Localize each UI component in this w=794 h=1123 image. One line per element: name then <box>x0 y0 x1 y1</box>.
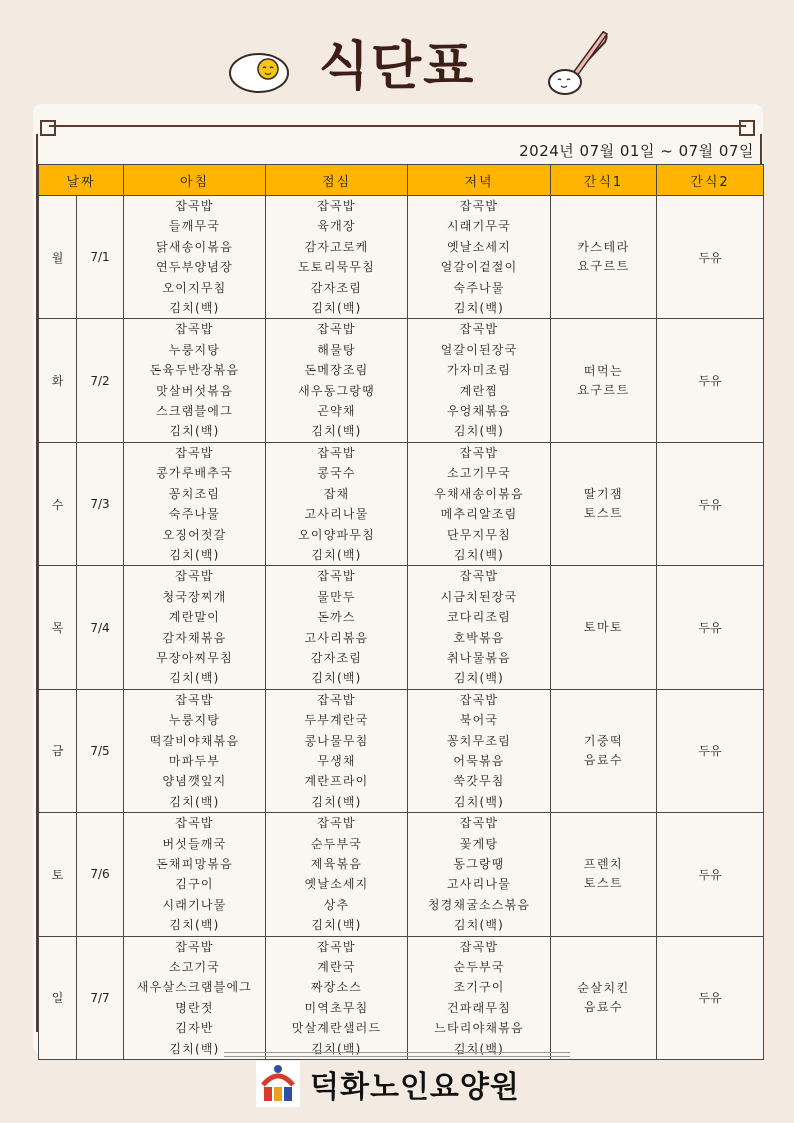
date-cell: 7/1 <box>77 196 124 319</box>
lunch-item: 계란국 <box>317 960 356 975</box>
lunch-item: 미역초무침 <box>304 1000 369 1015</box>
footer <box>256 1060 520 1108</box>
breakfast-item: 새우살스크램블에그 <box>136 980 253 995</box>
lunch-item: 김치(백) <box>311 547 362 562</box>
lunch-item: 김치(백) <box>311 918 362 933</box>
frame-corner-tr <box>739 120 755 136</box>
breakfast-item: 닭새송이볶음 <box>156 239 233 254</box>
col-header-date: 날짜 <box>39 165 124 196</box>
snack2-cell: 두유 <box>657 689 764 812</box>
snack1-item: 토마토 <box>583 620 624 635</box>
snack1-item: 기중떡 <box>583 733 624 748</box>
snack1-cell <box>551 689 657 812</box>
day-of-week-cell: 일 <box>39 936 77 1059</box>
lunch-item: 상추 <box>323 897 350 912</box>
dinner-item: 옛날소세지 <box>447 239 511 254</box>
lunch-cell <box>266 936 408 1059</box>
dinner-item: 꽃게탕 <box>459 836 499 851</box>
breakfast-item: 오징어젓갈 <box>162 527 227 542</box>
dinner-item: 가자미조림 <box>447 363 511 378</box>
dinner-cell <box>408 689 551 812</box>
lunch-item: 잡곡밥 <box>317 199 356 213</box>
lunch-item: 돈까스 <box>317 610 356 625</box>
breakfast-item: 맛살버섯볶음 <box>156 383 233 398</box>
snack2-cell: 두유 <box>657 936 764 1059</box>
snack2-cell: 두유 <box>657 196 764 319</box>
dinner-cell <box>408 442 551 565</box>
lunch-cell <box>266 442 408 565</box>
day-of-week-cell: 월 <box>39 196 77 319</box>
lunch-item: 김치(백) <box>311 1041 362 1056</box>
lunch-item: 잡채 <box>323 486 350 501</box>
dinner-item: 계란찜 <box>459 383 499 398</box>
date-cell: 7/5 <box>77 689 124 812</box>
lunch-item: 감자조림 <box>310 650 363 665</box>
col-header-lunch: 점심 <box>266 165 408 196</box>
lunch-item: 무생채 <box>317 753 356 768</box>
breakfast-item: 김치(백) <box>169 424 220 439</box>
day-of-week-cell: 목 <box>39 566 77 689</box>
lunch-item: 김치(백) <box>311 794 362 809</box>
page-title: 식단표 <box>318 37 476 97</box>
dinner-item: 우채새송이볶음 <box>434 486 524 501</box>
dinner-item: 동그랑땡 <box>453 857 505 871</box>
lunch-cell <box>266 813 408 936</box>
breakfast-item: 김치(백) <box>169 794 220 809</box>
lunch-item: 잡곡밥 <box>317 816 356 831</box>
lunch-item: 해물탕 <box>317 342 356 357</box>
lunch-cell <box>266 196 408 319</box>
dinner-item: 얼갈이겉절이 <box>440 260 518 275</box>
dinner-item: 시래기무국 <box>447 219 511 234</box>
table-row <box>39 196 764 319</box>
fried-egg-icon <box>228 48 294 96</box>
day-of-week-cell: 수 <box>39 442 77 565</box>
breakfast-item: 계란말이 <box>168 610 221 625</box>
day-of-week-cell: 화 <box>39 319 77 442</box>
table-row <box>39 319 764 442</box>
lunch-item: 도토리묵무침 <box>298 260 375 275</box>
breakfast-item: 감자채볶음 <box>162 630 227 645</box>
dinner-item: 조기구이 <box>453 980 505 995</box>
snack1-cell <box>551 196 657 319</box>
date-cell: 7/4 <box>77 566 124 689</box>
lunch-cell <box>266 689 408 812</box>
dinner-item: 잡곡밥 <box>459 322 499 337</box>
table-row <box>39 936 764 1059</box>
breakfast-item: 잡곡밥 <box>175 569 214 584</box>
dinner-item: 고사리나물 <box>447 877 511 892</box>
snack1-item: 카스테라 <box>577 240 630 255</box>
breakfast-item: 오이지무침 <box>162 280 227 295</box>
lunch-cell <box>266 319 408 442</box>
lunch-item: 잡곡밥 <box>317 322 356 337</box>
breakfast-item: 돈육두반장볶음 <box>149 363 240 378</box>
breakfast-item: 숙주나물 <box>168 507 221 522</box>
breakfast-item: 김구이 <box>175 877 214 892</box>
breakfast-item: 잡곡밥 <box>175 939 214 954</box>
lunch-item: 곤약채 <box>317 404 356 419</box>
org-logo <box>256 1061 300 1107</box>
lunch-item: 제육볶음 <box>310 857 363 871</box>
table-header-row <box>39 165 764 196</box>
frame-corner-tl <box>40 120 56 136</box>
breakfast-item: 청국장찌개 <box>162 589 227 604</box>
snack1-item: 요구르트 <box>577 382 630 397</box>
dinner-item: 메추리알조림 <box>440 507 518 522</box>
breakfast-cell <box>124 442 266 565</box>
lunch-item: 김치(백) <box>311 424 362 439</box>
snack1-item: 떠먹는 <box>583 363 624 378</box>
breakfast-item: 김자반 <box>175 1021 214 1036</box>
dinner-item: 어묵볶음 <box>453 753 505 768</box>
dinner-item: 코다리조림 <box>447 610 511 625</box>
table-row <box>39 813 764 936</box>
breakfast-item: 누룽지탕 <box>168 713 221 728</box>
breakfast-item: 무장아찌무침 <box>156 650 233 665</box>
col-header-snack1: 간식1 <box>551 165 657 196</box>
breakfast-item: 김치(백) <box>169 1041 220 1056</box>
menu-table <box>38 164 764 1060</box>
dinner-item: 쑥갓무침 <box>453 774 505 789</box>
lunch-item: 옛날소세지 <box>304 877 369 892</box>
lunch-item: 두부계란국 <box>304 713 369 728</box>
breakfast-item: 버섯들깨국 <box>162 836 227 851</box>
lunch-item: 김치(백) <box>311 301 362 316</box>
snack2-cell: 두유 <box>657 566 764 689</box>
lunch-item: 감자고로케 <box>304 239 369 254</box>
lunch-item: 고사리나물 <box>304 507 369 522</box>
lunch-cell <box>266 566 408 689</box>
dinner-item: 취나물볶음 <box>447 650 511 665</box>
col-header-snack2: 간식2 <box>657 165 764 196</box>
dinner-item: 느타리야채볶음 <box>434 1021 524 1036</box>
lunch-item: 맛살계란샐러드 <box>291 1021 382 1036</box>
snack1-item: 순살치킨 <box>577 980 630 995</box>
dinner-item: 잡곡밥 <box>459 569 499 584</box>
frame-top-line <box>49 125 746 127</box>
lunch-item: 물만두 <box>317 589 356 604</box>
lunch-item: 육개장 <box>317 219 356 234</box>
lunch-item: 잡곡밥 <box>317 692 356 707</box>
breakfast-item: 김치(백) <box>169 671 220 686</box>
dinner-item: 우엉채볶음 <box>447 404 511 419</box>
breakfast-item: 떡갈비야채볶음 <box>149 733 240 748</box>
date-cell: 7/6 <box>77 813 124 936</box>
breakfast-cell <box>124 689 266 812</box>
footer-divider <box>224 1052 570 1057</box>
breakfast-item: 소고기국 <box>168 960 221 975</box>
breakfast-item: 누룽지탕 <box>168 342 221 357</box>
dinner-item: 건파래무침 <box>447 1000 511 1015</box>
col-header-dinner: 저녁 <box>408 165 551 196</box>
snack1-item: 토스트 <box>583 876 624 891</box>
lunch-item: 오이양파무침 <box>298 527 375 542</box>
dinner-cell <box>408 566 551 689</box>
breakfast-item: 들깨무국 <box>168 219 221 234</box>
snack1-cell <box>551 442 657 565</box>
breakfast-cell <box>124 196 266 319</box>
snack1-cell <box>551 319 657 442</box>
snack2-cell: 두유 <box>657 442 764 565</box>
snack1-item: 딸기잼 <box>583 487 624 502</box>
date-range: 2024년 07월 01일 ~ 07월 07일 <box>519 142 754 160</box>
ladle-icon <box>545 28 615 100</box>
dinner-item: 단무지무침 <box>447 527 511 542</box>
breakfast-item: 콩가루배추국 <box>156 466 233 481</box>
dinner-item: 잡곡밥 <box>459 816 499 831</box>
breakfast-cell <box>124 936 266 1059</box>
lunch-item: 짜장소스 <box>310 980 363 995</box>
dinner-item: 잡곡밥 <box>459 445 499 460</box>
lunch-item: 새우동그랑땡 <box>298 383 375 398</box>
dinner-item: 김치(백) <box>453 794 505 809</box>
dinner-item: 김치(백) <box>453 301 505 316</box>
dinner-item: 숙주나물 <box>453 280 505 295</box>
day-of-week-cell: 금 <box>39 689 77 812</box>
lunch-item: 고사리볶음 <box>304 630 369 645</box>
table-row <box>39 442 764 565</box>
dinner-item: 시금치된장국 <box>440 589 518 604</box>
dinner-item: 잡곡밥 <box>459 939 499 954</box>
snack2-cell: 두유 <box>657 813 764 936</box>
lunch-item: 감자조림 <box>310 280 363 295</box>
breakfast-item: 잡곡밥 <box>175 816 214 831</box>
date-cell: 7/7 <box>77 936 124 1059</box>
lunch-item: 잡곡밥 <box>317 445 356 460</box>
dinner-cell <box>408 319 551 442</box>
lunch-item: 김치(백) <box>311 671 362 686</box>
dinner-item: 순두부국 <box>453 960 505 975</box>
snack1-cell <box>551 813 657 936</box>
breakfast-cell <box>124 319 266 442</box>
snack1-item: 프렌치 <box>583 857 624 872</box>
date-cell: 7/3 <box>77 442 124 565</box>
lunch-item: 콩국수 <box>317 466 356 481</box>
breakfast-item: 명란젓 <box>175 1000 214 1015</box>
dinner-item: 김치(백) <box>453 424 505 439</box>
dinner-item: 청경채굴소스볶음 <box>427 897 531 912</box>
breakfast-item: 김치(백) <box>169 301 220 316</box>
col-header-breakfast: 아침 <box>124 165 266 196</box>
dinner-item: 김치(백) <box>453 918 505 933</box>
snack1-item: 음료수 <box>583 752 624 767</box>
table-row <box>39 689 764 812</box>
breakfast-item: 잡곡밥 <box>175 692 214 707</box>
dinner-cell <box>408 196 551 319</box>
breakfast-item: 김치(백) <box>169 547 220 562</box>
lunch-item: 계란프라이 <box>304 774 369 789</box>
breakfast-item: 잡곡밥 <box>175 445 214 460</box>
date-cell: 7/2 <box>77 319 124 442</box>
breakfast-item: 김치(백) <box>169 918 220 933</box>
org-logo-icon <box>258 1063 298 1105</box>
breakfast-item: 잡곡밥 <box>175 322 214 337</box>
dinner-item: 호박볶음 <box>453 630 505 645</box>
dinner-item: 소고기무국 <box>447 466 511 481</box>
breakfast-item: 스크램블에그 <box>156 404 233 419</box>
day-of-week-cell: 토 <box>39 813 77 936</box>
lunch-item: 순두부국 <box>310 836 363 851</box>
dinner-item: 잡곡밥 <box>459 199 499 213</box>
breakfast-item: 시래기나물 <box>162 897 227 912</box>
org-name: 덕화노인요양원 <box>310 1070 520 1105</box>
dinner-item: 김치(백) <box>453 671 505 686</box>
dinner-item: 북어국 <box>459 713 499 728</box>
breakfast-item: 꽁치조림 <box>168 486 221 501</box>
dinner-item: 얼갈이된장국 <box>440 342 518 357</box>
snack1-item: 요구르트 <box>577 259 630 274</box>
breakfast-item: 양념깻잎지 <box>162 774 227 789</box>
dinner-item: 꽁치무조림 <box>447 733 511 748</box>
lunch-item: 돈메장조림 <box>304 363 369 378</box>
snack2-cell: 두유 <box>657 319 764 442</box>
breakfast-item: 돈채피망볶음 <box>156 857 233 871</box>
snack1-cell <box>551 566 657 689</box>
snack1-item: 음료수 <box>583 999 624 1014</box>
table-row <box>39 566 764 689</box>
breakfast-item: 마파두부 <box>168 753 221 768</box>
lunch-item: 콩나물무침 <box>304 733 369 748</box>
snack1-cell <box>551 936 657 1059</box>
dinner-item: 김치(백) <box>453 1041 505 1056</box>
dinner-item: 김치(백) <box>453 547 505 562</box>
breakfast-cell <box>124 566 266 689</box>
dinner-cell <box>408 936 551 1059</box>
breakfast-item: 잡곡밥 <box>175 199 214 213</box>
lunch-item: 잡곡밥 <box>317 939 356 954</box>
dinner-cell <box>408 813 551 936</box>
dinner-item: 잡곡밥 <box>459 692 499 707</box>
lunch-item: 잡곡밥 <box>317 569 356 584</box>
breakfast-item: 연두부양념장 <box>156 260 233 275</box>
breakfast-cell <box>124 813 266 936</box>
snack1-item: 토스트 <box>583 506 624 521</box>
